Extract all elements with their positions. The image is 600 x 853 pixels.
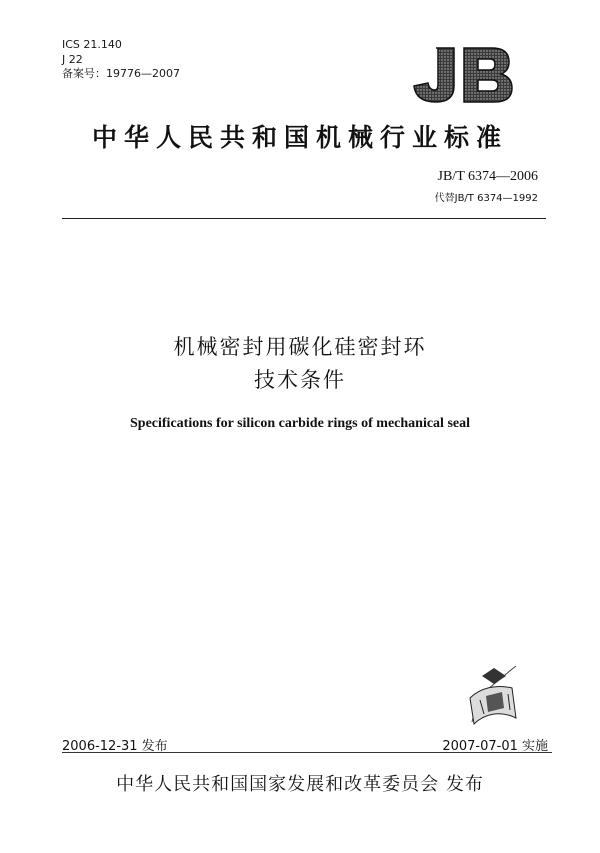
issuing-authority-title: 中华人民共和国机械行业标准 [91, 123, 508, 152]
ccs-code: J 22 [62, 53, 83, 66]
header-divider [62, 218, 546, 219]
jb-logo [408, 44, 516, 106]
document-title-cn-line2: 技术条件 [254, 368, 346, 392]
document-title-en: Specifications for silicon carbide rings of mechanical seal [130, 416, 470, 431]
ics-code: ICS 21.140 [62, 38, 122, 51]
implementation-date: 2007-07-01 实施 [442, 739, 548, 754]
issuing-body: 中华人民共和国国家发展和改革委员会 发布 [116, 774, 484, 795]
issue-date: 2006-12-31 发布 [62, 739, 168, 754]
replaces-standard: 代替JB/T 6374—1992 [434, 193, 538, 204]
footer-divider [62, 752, 552, 753]
document-title-cn-line1: 机械密封用碳化硅密封环 [173, 335, 427, 359]
standard-number: JB/T 6374—2006 [437, 169, 538, 184]
publisher-seal-icon [466, 662, 522, 726]
filing-number: 备案号：19776—2007 [62, 67, 180, 80]
